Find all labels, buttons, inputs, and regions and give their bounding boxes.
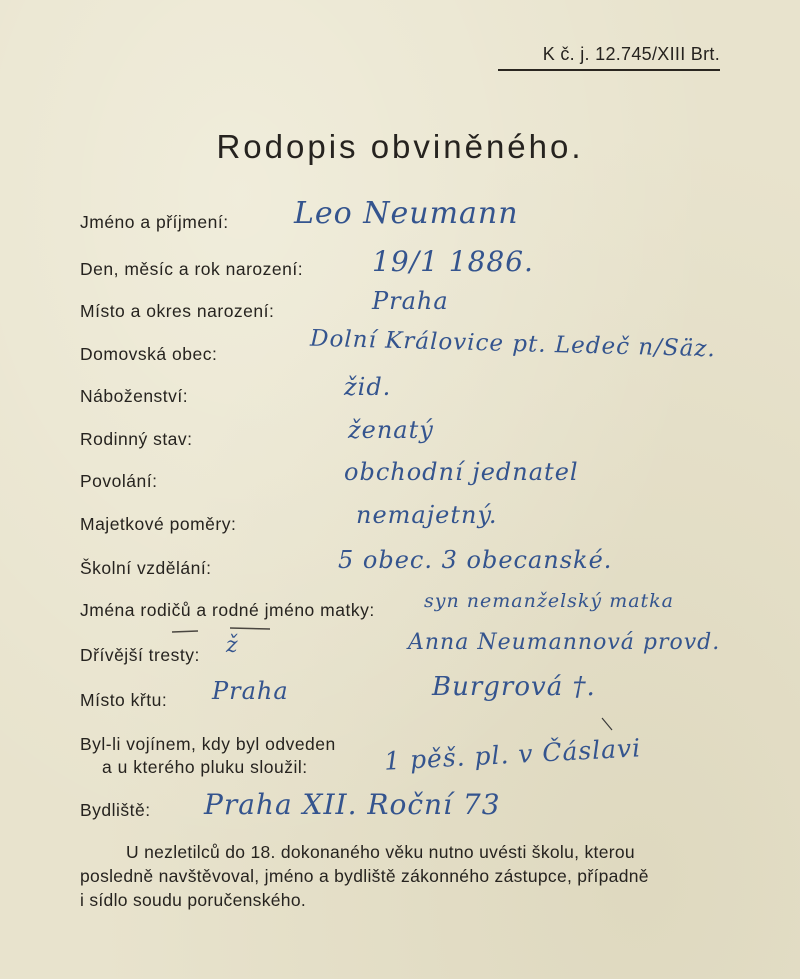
value-military: 1 pěš. pl. v Čáslavi — [383, 733, 642, 776]
label-marital-status: Rodinný stav: — [80, 429, 193, 449]
label-occupation: Povolání: — [80, 471, 158, 491]
footnote-line-3: i sídlo soudu poručenského. — [80, 890, 307, 910]
value-baptism-place: Praha — [212, 677, 289, 705]
value-name: Leo Neumann — [294, 196, 519, 231]
value-home-municipality: Dolní Královice pt. Ledeč n/Säz. — [309, 325, 717, 363]
value-education: 5 obec. 3 obecanské. — [338, 546, 613, 574]
label-military-2: a u kterého pluku sloužil: — [102, 757, 308, 777]
footnote-line-2: posledně navštěvoval, jméno a bydliště zákonného zástupce, případně — [80, 866, 649, 886]
value-previous-convictions: ž — [226, 633, 239, 658]
label-name: Jméno a příjmení: — [80, 212, 229, 232]
label-previous-convictions: Dřívější tresty: — [80, 645, 200, 665]
footnote-line-1: U nezletilců do 18. dokonaného věku nutno uvésti školu, kterou — [126, 842, 635, 862]
label-religion: Náboženství: — [80, 386, 189, 406]
label-military-1: Byl-li vojínem, kdy byl odveden — [80, 734, 336, 754]
value-parents-2: Anna Neumannová provd. — [408, 630, 721, 655]
check-mark — [600, 716, 620, 736]
stray-pencil-marks — [170, 620, 290, 640]
label-baptism-place: Místo křtu: — [80, 690, 168, 710]
footnote — [80, 840, 730, 912]
value-parents-3: Burgrová †. — [432, 672, 596, 702]
label-property: Majetkové poměry: — [80, 514, 237, 534]
label-parents: Jména rodičů a rodné jméno matky: — [80, 600, 375, 620]
value-parents-1: syn nemanželský matka — [424, 590, 675, 612]
label-residence: Bydliště: — [80, 800, 151, 820]
label-home-municipality: Domovská obec: — [80, 344, 218, 364]
label-education: Školní vzdělání: — [80, 558, 212, 578]
value-marital-status: ženatý — [348, 416, 434, 444]
value-property: nemajetný. — [356, 501, 498, 529]
label-birth-place: Místo a okres narození: — [80, 301, 275, 321]
label-birth-date: Den, měsíc a rok narození: — [80, 259, 304, 279]
page-title: Rodopis obviněného. — [216, 128, 584, 165]
value-religion: žid. — [344, 373, 392, 401]
reference-number: K č. j. 12.745/XIII Brt. — [498, 44, 720, 71]
value-birth-date: 19/1 1886. — [372, 245, 534, 278]
value-residence: Praha XII. Roční 73 — [204, 788, 501, 821]
value-birth-place: Praha — [372, 287, 449, 315]
value-occupation: obchodní jednatel — [344, 458, 579, 486]
